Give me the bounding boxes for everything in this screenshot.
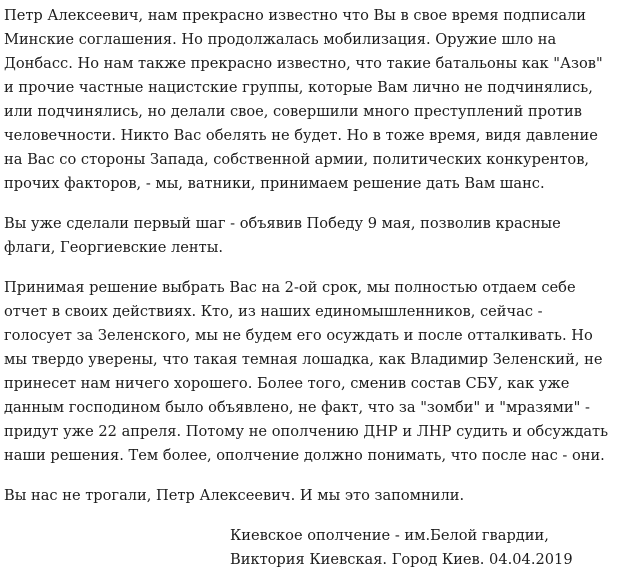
text-line: на Вас со стороны Запада, собственной армии, политических конкурентов, — [4, 151, 590, 168]
paragraph-1 — [4, 4, 616, 196]
text-line: Принимая решение выбрать Вас на 2-ой срок, мы полностью отдаем себе — [4, 279, 576, 296]
text-line: или подчинялись, но делали свое, совершили много преступлений против — [4, 103, 582, 120]
text-line: Вы уже сделали первый шаг - объявив Победу 9 мая, позволив красные — [4, 215, 561, 232]
text-line: отчет в своих действиях. Кто, из наших единомышленников, сейчас - — [4, 303, 543, 320]
text-line: Петр Алексеевич, нам прекрасно известно что Вы в свое время подписали — [4, 7, 587, 24]
signature-line-author-date: Виктория Киевская. Город Киев. 04.04.2019 — [230, 551, 573, 568]
text-line: человечности. Никто Вас обелять не будет. Но в тоже время, видя давление — [4, 127, 598, 144]
text-line: прочих факторов, - мы, ватники, принимаем решение дать Вам шанс. — [4, 175, 545, 192]
text-line: Вы нас не трогали, Петр Алексеевич. И мы это запомнили. — [4, 487, 465, 504]
signature-line-organization: Киевское ополчение - им.Белой гвардии, — [230, 527, 549, 544]
text-line: и прочие частные нацистские группы, которые Вам лично не подчинялись, — [4, 79, 593, 96]
paragraph-3 — [4, 276, 616, 468]
text-line: принесет нам ничего хорошего. Более того, сменив состав СБУ, как уже — [4, 375, 570, 392]
text-line: Донбасс. Но нам также прекрасно известно, что такие батальоны как "Азов" — [4, 55, 603, 72]
text-line: наши решения. Тем более, ополчение должно понимать, что после нас - они. — [4, 447, 605, 464]
letter-document — [4, 4, 616, 572]
text-line: данным господином было объявлено, не факт, что за "зомби" и "мразями" - — [4, 399, 590, 416]
text-line: мы твердо уверены, что такая темная лошадка, как Владимир Зеленский, не — [4, 351, 603, 368]
text-line: придут уже 22 апреля. Потому не ополчению ДНР и ЛНР судить и обсуждать — [4, 423, 609, 440]
text-line: Минские соглашения. Но продолжалась мобилизация. Оружие шло на — [4, 31, 557, 48]
signature-block — [4, 524, 616, 572]
text-line: флаги, Георгиевские ленты. — [4, 239, 223, 256]
text-line: голосует за Зеленского, мы не будем его осуждать и после отталкивать. Но — [4, 327, 593, 344]
paragraph-4 — [4, 484, 616, 508]
paragraph-2 — [4, 212, 616, 260]
